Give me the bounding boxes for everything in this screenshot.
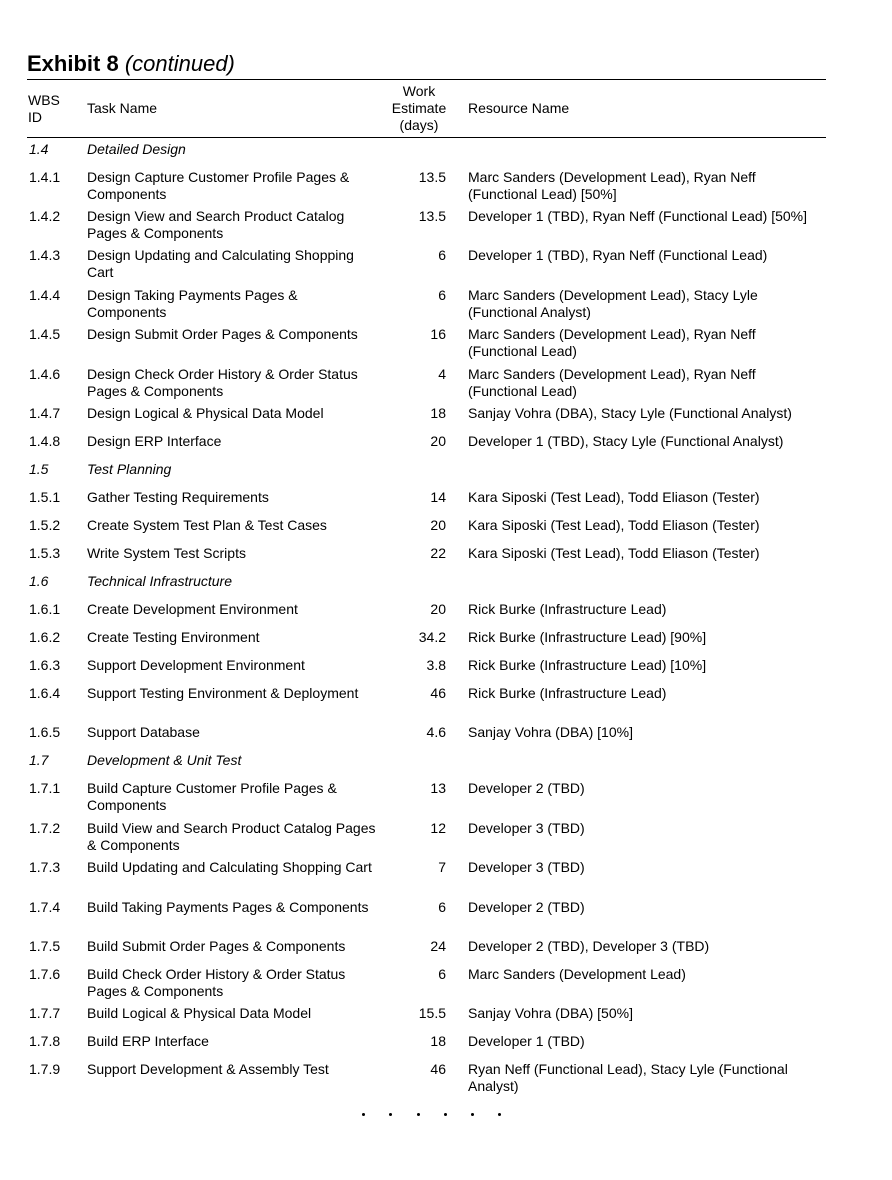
row-wbs-id: 1.5.2 <box>29 517 61 533</box>
row-wbs-id: 1.6.5 <box>29 724 61 740</box>
row-task-name: Create Testing Environment <box>87 629 260 645</box>
row-work-estimate: 20 <box>430 517 446 533</box>
row-work-estimate: 4.6 <box>426 724 446 740</box>
row-wbs-id: 1.7.7 <box>29 1005 61 1021</box>
row-work-estimate: 13.5 <box>418 208 446 224</box>
row-task-name: Design Logical & Physical Data Model <box>87 405 324 421</box>
row-task-name: Build Check Order History & Order Status Pages & Components <box>87 966 346 999</box>
row-wbs-id: 1.4.1 <box>29 169 61 185</box>
row-resource-name: Kara Siposki (Test Lead), Todd Eliason (Tester) <box>468 489 760 505</box>
row-resource-name: Marc Sanders (Development Lead), Ryan Neff (Functional Lead) <box>468 366 756 399</box>
row-work-estimate: 4 <box>438 366 446 382</box>
header-top-rule <box>27 79 826 80</box>
row-work-estimate: 24 <box>430 938 446 954</box>
exhibit-title-main: Exhibit 8 <box>27 51 119 76</box>
row-resource-name: Developer 2 (TBD), Developer 3 (TBD) <box>468 938 710 954</box>
section-wbs-id: 1.5 <box>29 461 49 477</box>
header-wbs-line2: ID <box>28 109 42 125</box>
row-wbs-id: 1.4.5 <box>29 326 61 342</box>
section-wbs-id: 1.7 <box>29 752 49 768</box>
row-wbs-id: 1.5.3 <box>29 545 61 561</box>
row-work-estimate: 46 <box>430 685 446 701</box>
row-resource-name: Sanjay Vohra (DBA) [10%] <box>468 724 633 740</box>
row-resource-name: Rick Burke (Infrastructure Lead) <box>468 685 667 701</box>
row-work-estimate: 46 <box>430 1061 446 1077</box>
row-wbs-id: 1.7.6 <box>29 966 61 982</box>
header-resource-name: Resource Name <box>468 100 570 116</box>
row-work-estimate: 16 <box>430 326 446 342</box>
row-resource-name: Marc Sanders (Development Lead), Ryan Neff (Functional Lead) [50%] <box>468 169 756 202</box>
row-task-name: Build View and Search Product Catalog Pages & Components <box>87 820 376 853</box>
row-resource-name: Marc Sanders (Development Lead), Stacy Lyle (Functional Analyst) <box>468 287 758 320</box>
row-wbs-id: 1.6.2 <box>29 629 61 645</box>
row-resource-name: Rick Burke (Infrastructure Lead) [90%] <box>468 629 707 645</box>
row-wbs-id: 1.6.3 <box>29 657 61 673</box>
header-est-line1: Work <box>402 83 436 99</box>
row-resource-name: Developer 1 (TBD), Ryan Neff (Functional Lead) [50%] <box>468 208 808 224</box>
row-task-name: Support Development Environment <box>87 657 305 673</box>
row-wbs-id: 1.4.6 <box>29 366 61 382</box>
row-resource-name: Developer 1 (TBD), Ryan Neff (Functional Lead) <box>468 247 768 263</box>
row-wbs-id: 1.6.4 <box>29 685 61 701</box>
header-task-name: Task Name <box>87 100 158 116</box>
section-wbs-id: 1.4 <box>29 141 49 157</box>
continuation-dot <box>498 1113 501 1116</box>
row-task-name: Support Database <box>87 724 200 740</box>
row-resource-name: Sanjay Vohra (DBA) [50%] <box>468 1005 633 1021</box>
row-task-name: Gather Testing Requirements <box>87 489 269 505</box>
row-task-name: Create Development Environment <box>87 601 298 617</box>
header-wbs-line1: WBS <box>28 92 60 108</box>
row-resource-name: Developer 2 (TBD) <box>468 899 585 915</box>
continuation-dot <box>471 1113 474 1116</box>
exhibit-title-continued: (continued) <box>124 51 235 76</box>
row-work-estimate: 20 <box>430 601 446 617</box>
row-task-name: Design Submit Order Pages & Components <box>87 326 358 342</box>
row-wbs-id: 1.4.8 <box>29 433 61 449</box>
row-resource-name: Kara Siposki (Test Lead), Todd Eliason (Tester) <box>468 545 760 561</box>
row-wbs-id: 1.4.3 <box>29 247 61 263</box>
continuation-dot <box>444 1113 447 1116</box>
row-wbs-id: 1.4.2 <box>29 208 61 224</box>
row-work-estimate: 15.5 <box>418 1005 446 1021</box>
row-work-estimate: 7 <box>438 859 446 875</box>
row-work-estimate: 34.2 <box>418 629 446 645</box>
row-wbs-id: 1.4.7 <box>29 405 61 421</box>
row-task-name: Create System Test Plan & Test Cases <box>87 517 327 533</box>
row-resource-name: Rick Burke (Infrastructure Lead) <box>468 601 667 617</box>
row-resource-name: Marc Sanders (Development Lead), Ryan Neff (Functional Lead) <box>468 326 756 359</box>
row-task-name: Design ERP Interface <box>87 433 222 449</box>
row-task-name: Build ERP Interface <box>87 1033 209 1049</box>
row-task-name: Write System Test Scripts <box>87 545 246 561</box>
row-resource-name: Kara Siposki (Test Lead), Todd Eliason (Tester) <box>468 517 760 533</box>
section-title: Development & Unit Test <box>87 752 242 768</box>
continuation-dot <box>362 1113 365 1116</box>
row-work-estimate: 3.8 <box>426 657 446 673</box>
row-work-estimate: 13.5 <box>418 169 446 185</box>
row-task-name: Build Submit Order Pages & Components <box>87 938 346 954</box>
row-wbs-id: 1.7.1 <box>29 780 61 796</box>
row-wbs-id: 1.4.4 <box>29 287 61 303</box>
row-task-name: Design Taking Payments Pages & Components <box>87 287 298 320</box>
row-wbs-id: 1.7.3 <box>29 859 61 875</box>
continuation-dot <box>389 1113 392 1116</box>
row-task-name: Build Capture Customer Profile Pages & Components <box>87 780 337 813</box>
row-resource-name: Developer 2 (TBD) <box>468 780 585 796</box>
continuation-dot <box>417 1113 420 1116</box>
row-task-name: Build Taking Payments Pages & Components <box>87 899 369 915</box>
row-wbs-id: 1.7.8 <box>29 1033 61 1049</box>
row-resource-name: Developer 3 (TBD) <box>468 820 585 836</box>
row-wbs-id: 1.6.1 <box>29 601 61 617</box>
row-work-estimate: 14 <box>430 489 446 505</box>
header-work-estimate <box>386 83 452 134</box>
row-wbs-id: 1.7.4 <box>29 899 61 915</box>
row-resource-name: Sanjay Vohra (DBA), Stacy Lyle (Functional Analyst) <box>468 405 792 421</box>
header-wbs-id <box>28 92 60 126</box>
continuation-dots <box>0 1101 892 1121</box>
row-task-name: Design Capture Customer Profile Pages & Components <box>87 169 350 202</box>
row-work-estimate: 12 <box>430 820 446 836</box>
row-task-name: Build Updating and Calculating Shopping Cart <box>87 859 372 875</box>
header-bottom-rule <box>27 137 826 138</box>
row-wbs-id: 1.7.5 <box>29 938 61 954</box>
row-work-estimate: 6 <box>438 247 446 263</box>
section-wbs-id: 1.6 <box>29 573 49 589</box>
row-task-name: Support Testing Environment & Deployment <box>87 685 359 701</box>
row-task-name: Design View and Search Product Catalog Pages & Components <box>87 208 345 241</box>
row-work-estimate: 6 <box>438 899 446 915</box>
row-resource-name: Developer 3 (TBD) <box>468 859 585 875</box>
row-work-estimate: 18 <box>430 1033 446 1049</box>
row-task-name: Build Logical & Physical Data Model <box>87 1005 312 1021</box>
section-title: Technical Infrastructure <box>87 573 232 589</box>
row-wbs-id: 1.5.1 <box>29 489 61 505</box>
row-resource-name: Rick Burke (Infrastructure Lead) [10%] <box>468 657 707 673</box>
header-est-line3: (days) <box>399 117 439 133</box>
row-resource-name: Developer 1 (TBD), Stacy Lyle (Functional Analyst) <box>468 433 784 449</box>
row-work-estimate: 6 <box>438 966 446 982</box>
section-title: Detailed Design <box>87 141 186 157</box>
row-work-estimate: 13 <box>430 780 446 796</box>
row-task-name: Design Check Order History & Order Status Pages & Components <box>87 366 358 399</box>
row-task-name: Support Development & Assembly Test <box>87 1061 329 1077</box>
header-est-line2: Estimate <box>391 100 447 116</box>
row-work-estimate: 6 <box>438 287 446 303</box>
row-resource-name: Developer 1 (TBD) <box>468 1033 585 1049</box>
row-work-estimate: 18 <box>430 405 446 421</box>
row-work-estimate: 22 <box>430 545 446 561</box>
row-wbs-id: 1.7.9 <box>29 1061 61 1077</box>
section-title: Test Planning <box>87 461 172 477</box>
row-resource-name: Ryan Neff (Functional Lead), Stacy Lyle (Functional Analyst) <box>468 1061 788 1094</box>
row-resource-name: Marc Sanders (Development Lead) <box>468 966 686 982</box>
row-work-estimate: 20 <box>430 433 446 449</box>
row-wbs-id: 1.7.2 <box>29 820 61 836</box>
exhibit-title <box>27 51 235 77</box>
row-task-name: Design Updating and Calculating Shopping Cart <box>87 247 354 280</box>
